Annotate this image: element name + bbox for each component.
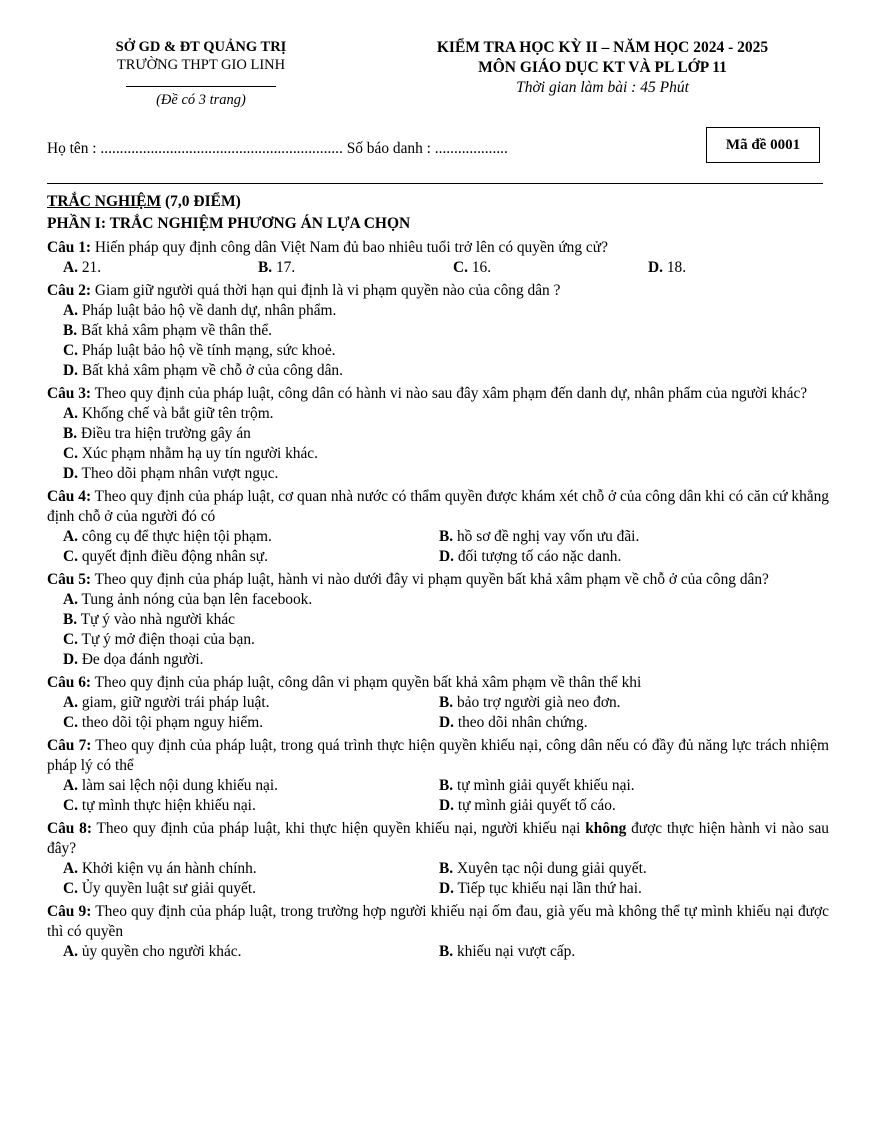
header-rule <box>47 183 823 184</box>
option-letter: C. <box>63 548 78 565</box>
option-b <box>63 424 829 444</box>
option-letter: C. <box>63 342 78 359</box>
options-row <box>63 776 829 796</box>
option-text: Xuyên tạc nội dung giải quyết. <box>453 860 647 877</box>
option-b <box>63 610 829 630</box>
option-letter: B. <box>439 943 454 960</box>
question-label: Câu 4: <box>47 488 92 505</box>
question-label: Câu 3: <box>47 385 92 402</box>
option-b <box>258 258 453 278</box>
option-letter: D. <box>439 880 454 897</box>
option-d <box>439 879 642 899</box>
option-text: Đe dọa đánh người. <box>77 651 204 668</box>
option-text: Tự ý vào nhà người khác <box>77 611 236 628</box>
option-text: công cụ để thực hiện tội phạm. <box>77 528 272 545</box>
options-row <box>63 693 829 713</box>
option-letter: A. <box>63 259 78 276</box>
option-b <box>439 859 647 879</box>
question-1 <box>47 238 829 278</box>
option-letter: B. <box>439 528 454 545</box>
option-c <box>63 713 439 733</box>
question-stem <box>47 384 829 404</box>
question-stem <box>47 673 829 693</box>
option-letter: D. <box>439 548 454 565</box>
option-text: Bất khả xâm phạm về thân thể. <box>77 322 273 339</box>
exam-title: KIỂM TRA HỌC KỲ II – NĂM HỌC 2024 - 2025 <box>436 39 769 56</box>
option-text: Pháp luật bảo hộ về tính mạng, sức khoẻ. <box>77 342 336 359</box>
option-text: ủy quyền cho người khác. <box>77 943 242 960</box>
option-letter: B. <box>439 860 454 877</box>
option-letter: A. <box>63 943 78 960</box>
question-5 <box>47 570 829 670</box>
emphasis-word: không <box>585 820 627 837</box>
option-text: 16. <box>467 259 492 276</box>
option-letter: D. <box>439 797 454 814</box>
question-label: Câu 2: <box>47 282 92 299</box>
option-letter: B. <box>63 322 78 339</box>
question-text-continued: được thực hiện hành vi nào sau đây? <box>47 820 829 857</box>
option-a <box>63 776 439 796</box>
option-text: khiếu nại vượt cấp. <box>453 943 576 960</box>
options-list <box>47 301 829 381</box>
exam-code-box: Mã đề 0001 <box>706 127 820 163</box>
question-label: Câu 9: <box>47 903 92 920</box>
option-c <box>63 341 829 361</box>
department-name: SỞ GD & ĐT QUẢNG TRỊ <box>115 39 287 55</box>
option-a <box>63 859 439 879</box>
option-text: đối tượng tố cáo nặc danh. <box>453 548 622 565</box>
option-text: 18. <box>662 259 687 276</box>
question-text: Theo quy định của pháp luật, cơ quan nhà nước có thẩm quyền được khám xét chỗ ở của công dân khi có căn cứ khẳng định chỗ ở của người đó có <box>47 488 829 525</box>
option-d <box>439 796 616 816</box>
options-list <box>47 404 829 484</box>
question-stem <box>47 487 829 527</box>
question-text: Hiến pháp quy định công dân Việt Nam đủ bao nhiêu tuổi trở lên có quyền ứng cử? <box>91 239 608 256</box>
question-stem <box>47 902 829 942</box>
header-divider <box>126 86 276 87</box>
option-a <box>63 258 258 278</box>
option-d <box>439 713 588 733</box>
option-letter: D. <box>648 259 663 276</box>
option-text: tự mình giải quyết khiếu nại. <box>453 777 635 794</box>
question-6 <box>47 673 829 733</box>
option-c <box>63 879 439 899</box>
question-text: Theo quy định của pháp luật, trong trường hợp người khiếu nại ốm đau, già yếu mà không thể tự mình khiếu nại được thì có quyền <box>47 903 829 940</box>
options-row <box>63 879 829 899</box>
question-text: Theo quy định của pháp luật, công dân vi phạm quyền bất khả xâm phạm về thân thể khi <box>91 674 642 691</box>
question-text: Theo quy định của pháp luật, hành vi nào dưới đây vi phạm quyền bất khả xâm phạm về chỗ ở của công dân? <box>91 571 769 588</box>
options-grid <box>47 693 829 733</box>
option-c <box>63 630 829 650</box>
section-title-underlined: TRẮC NGHIỆM <box>47 193 162 210</box>
option-letter: B. <box>258 259 273 276</box>
option-letter: B. <box>439 694 454 711</box>
option-letter: C. <box>63 445 78 462</box>
option-text: làm sai lệch nội dung khiếu nại. <box>77 777 279 794</box>
option-a <box>63 527 439 547</box>
option-letter: C. <box>63 880 78 897</box>
option-text: Bất khả xâm phạm về chỗ ở của công dân. <box>77 362 343 379</box>
options-grid <box>47 776 829 816</box>
part-title: PHẦN I: TRẮC NGHIỆM PHƯƠNG ÁN LỰA CHỌN <box>47 215 411 232</box>
option-b <box>439 693 621 713</box>
option-letter: B. <box>439 777 454 794</box>
option-letter: A. <box>63 694 78 711</box>
option-letter: D. <box>63 362 78 379</box>
question-text: Theo quy định của pháp luật, công dân có hành vi nào sau đây xâm phạm đến danh dự, nhân phẩm của người khác? <box>91 385 808 402</box>
option-text: Tung ảnh nóng của bạn lên facebook. <box>77 591 313 608</box>
question-text: Theo quy định của pháp luật, khi thực hiện quyền khiếu nại, người khiếu nại <box>91 820 586 837</box>
option-c <box>453 258 648 278</box>
question-stem <box>47 570 829 590</box>
question-stem <box>47 281 829 301</box>
question-stem <box>47 238 829 258</box>
option-letter: C. <box>63 631 78 648</box>
option-b <box>439 942 575 962</box>
exam-duration: Thời gian làm bài : 45 Phút <box>516 79 689 96</box>
question-text: Theo quy định của pháp luật, trong quá trình thực hiện quyền khiếu nại, công dân nếu có đầy đủ năng lực trách nhiệm pháp lý có thể <box>47 737 829 774</box>
option-text: Tiếp tục khiếu nại lần thứ hai. <box>453 880 642 897</box>
option-text: Xúc phạm nhằm hạ uy tín người khác. <box>77 445 318 462</box>
option-text: tự mình thực hiện khiếu nại. <box>77 797 256 814</box>
options-grid <box>47 527 829 567</box>
option-text: Tự ý mở điện thoại của bạn. <box>77 631 255 648</box>
options-list <box>47 590 829 670</box>
option-d <box>63 464 829 484</box>
option-a <box>63 404 829 424</box>
option-text: theo dõi tội phạm nguy hiểm. <box>77 714 264 731</box>
option-letter: C. <box>453 259 468 276</box>
option-c <box>63 547 439 567</box>
question-stem <box>47 736 829 776</box>
student-id-field: Số báo danh : ................... <box>346 140 508 157</box>
option-d <box>648 258 686 278</box>
option-letter: D. <box>63 465 78 482</box>
option-text: Ủy quyền luật sư giải quyết. <box>77 880 257 897</box>
question-label: Câu 1: <box>47 239 92 256</box>
option-letter: A. <box>63 591 78 608</box>
question-2 <box>47 281 829 381</box>
option-c <box>63 444 829 464</box>
options-row <box>63 859 829 879</box>
options-grid <box>47 859 829 899</box>
section-title-points: (7,0 ĐIỂM) <box>161 193 241 210</box>
option-b <box>439 776 635 796</box>
option-letter: C. <box>63 714 78 731</box>
option-d <box>63 650 829 670</box>
option-a <box>63 942 439 962</box>
question-4 <box>47 487 829 567</box>
name-field: Họ tên : ............................................................... <box>47 140 343 157</box>
student-info <box>47 139 508 159</box>
option-letter: C. <box>63 797 78 814</box>
option-text: Theo dõi phạm nhân vượt ngục. <box>77 465 279 482</box>
option-text: Khống chế và bắt giữ tên trộm. <box>77 405 274 422</box>
option-letter: D. <box>439 714 454 731</box>
option-text: quyết định điều động nhân sự. <box>77 548 268 565</box>
option-d <box>63 361 829 381</box>
option-text: Điều tra hiện trường gây án <box>77 425 251 442</box>
option-letter: A. <box>63 405 78 422</box>
options-row <box>63 547 829 567</box>
school-name: TRƯỜNG THPT GIO LINH <box>116 57 286 73</box>
option-a <box>63 590 829 610</box>
option-letter: A. <box>63 528 78 545</box>
option-text: giam, giữ người trái pháp luật. <box>77 694 270 711</box>
option-a <box>63 693 439 713</box>
option-a <box>63 301 829 321</box>
question-text: Giam giữ người quá thời hạn qui định là vi phạm quyền nào của công dân ? <box>91 282 561 299</box>
options-row <box>63 713 829 733</box>
options-row <box>63 796 829 816</box>
option-b <box>63 321 829 341</box>
options-row <box>47 258 829 278</box>
question-8 <box>47 819 829 899</box>
option-text: theo dõi nhân chứng. <box>453 714 588 731</box>
option-d <box>439 547 621 567</box>
exam-content <box>47 191 829 962</box>
option-text: 17. <box>272 259 296 276</box>
header-left <box>96 38 306 109</box>
pages-note: (Đề có 3 trang) <box>156 92 246 108</box>
option-letter: B. <box>63 611 78 628</box>
option-text: tự mình giải quyết tố cáo. <box>453 797 616 814</box>
option-letter: B. <box>63 425 78 442</box>
section-title <box>47 191 829 213</box>
option-text: 21. <box>77 259 102 276</box>
option-text: hồ sơ đề nghị vay vốn ưu đãi. <box>453 528 640 545</box>
option-letter: A. <box>63 302 78 319</box>
subject-title: MÔN GIÁO DỤC KT VÀ PL LỚP 11 <box>478 59 727 76</box>
question-label: Câu 8: <box>47 820 92 837</box>
option-c <box>63 796 439 816</box>
question-label: Câu 5: <box>47 571 92 588</box>
options-grid <box>47 942 829 962</box>
option-letter: D. <box>63 651 78 668</box>
question-3 <box>47 384 829 484</box>
option-letter: A. <box>63 860 78 877</box>
option-letter: A. <box>63 777 78 794</box>
question-stem <box>47 819 829 859</box>
options-row <box>63 942 829 962</box>
option-text: Pháp luật bảo hộ về danh dự, nhân phẩm. <box>77 302 337 319</box>
question-label: Câu 6: <box>47 674 92 691</box>
header-right <box>395 38 810 98</box>
option-b <box>439 527 639 547</box>
option-text: Khởi kiện vụ án hành chính. <box>77 860 257 877</box>
question-7 <box>47 736 829 816</box>
option-text: bảo trợ người già neo đơn. <box>453 694 621 711</box>
question-label: Câu 7: <box>47 737 92 754</box>
question-9 <box>47 902 829 962</box>
options-row <box>63 527 829 547</box>
